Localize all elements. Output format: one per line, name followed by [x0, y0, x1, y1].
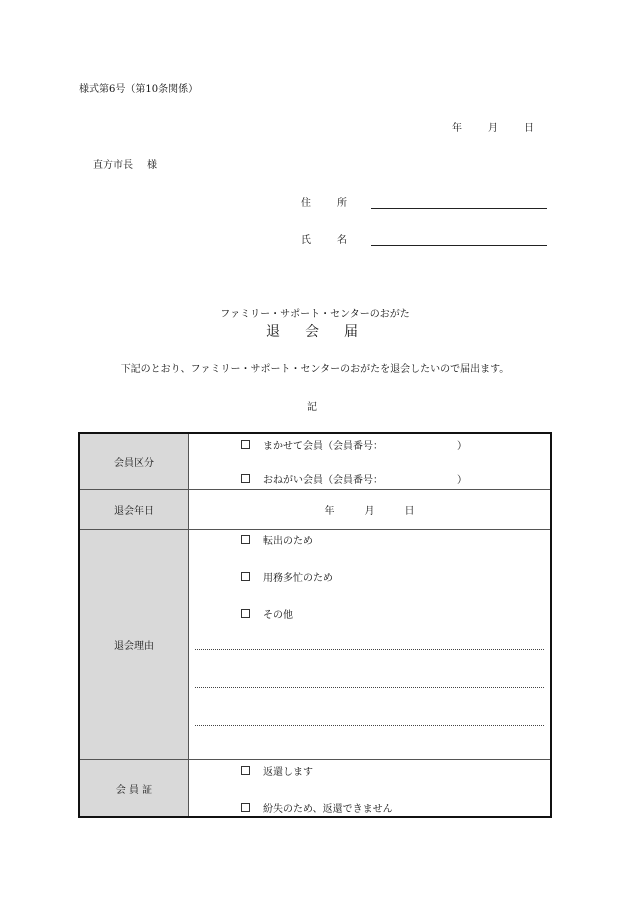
- address-field: [301, 194, 547, 209]
- reason-writing-line[interactable]: [195, 648, 544, 650]
- reason-row: [79, 530, 551, 760]
- withdrawal-date-label: 退会年日: [79, 490, 189, 530]
- withdrawal-form-table: [78, 432, 552, 818]
- addressee-name: 直方市長: [93, 160, 133, 171]
- withdrawal-date-cell[interactable]: 年 月 日: [189, 490, 552, 530]
- year-label: 年: [452, 123, 462, 134]
- member-type-row: [79, 433, 551, 490]
- document-title: 退 会 届: [266, 324, 358, 340]
- reason-cell: [189, 530, 552, 760]
- checkbox[interactable]: [241, 440, 250, 449]
- card-cell: [189, 760, 552, 818]
- option-onegai[interactable]: おねがい会員（会員番号： ）: [189, 470, 550, 486]
- name-input-line[interactable]: [371, 235, 547, 246]
- name-label: 氏 名: [301, 235, 347, 246]
- reason-label: 退会理由: [79, 530, 189, 760]
- withdrawal-date-row: [79, 490, 551, 530]
- addressee-honorific: 様: [147, 160, 157, 171]
- addressee: [93, 156, 157, 171]
- day-label: 日: [524, 123, 534, 134]
- reason-option-busy[interactable]: 用務多忙のため: [189, 568, 550, 584]
- card-option-return[interactable]: 返還します: [189, 762, 550, 778]
- checkbox[interactable]: [241, 474, 250, 483]
- card-label: 会 員 証: [79, 760, 189, 818]
- checkbox[interactable]: [241, 535, 250, 544]
- checkbox[interactable]: [241, 766, 250, 775]
- card-option-lost[interactable]: 紛失のため、返還できません: [189, 799, 550, 815]
- form-number: 様式第6号（第10条関係）: [79, 84, 199, 95]
- reason-option-moving[interactable]: 転出のため: [189, 531, 550, 547]
- reason-writing-line[interactable]: [195, 724, 544, 726]
- month-label: 月: [488, 123, 498, 134]
- option-makasete[interactable]: まかせて会員（会員番号： ）: [189, 436, 550, 452]
- member-type-cell: [189, 433, 552, 490]
- organization-name: ファミリー・サポート・センターのおがた: [220, 309, 410, 320]
- card-row: [79, 760, 551, 818]
- ki-heading: 記: [307, 402, 317, 413]
- statement-text: 下記のとおり、ファミリー・サポート・センターのおがたを退会したいので届出ます。: [120, 364, 510, 375]
- checkbox[interactable]: [241, 572, 250, 581]
- reason-option-other[interactable]: その他: [189, 605, 550, 621]
- reason-writing-line[interactable]: [195, 686, 544, 688]
- checkbox[interactable]: [241, 803, 250, 812]
- member-type-label: 会員区分: [79, 433, 189, 490]
- name-field: [301, 231, 547, 246]
- checkbox[interactable]: [241, 609, 250, 618]
- header-date: [452, 119, 534, 134]
- address-input-line[interactable]: [371, 198, 547, 209]
- address-label: 住 所: [301, 198, 347, 209]
